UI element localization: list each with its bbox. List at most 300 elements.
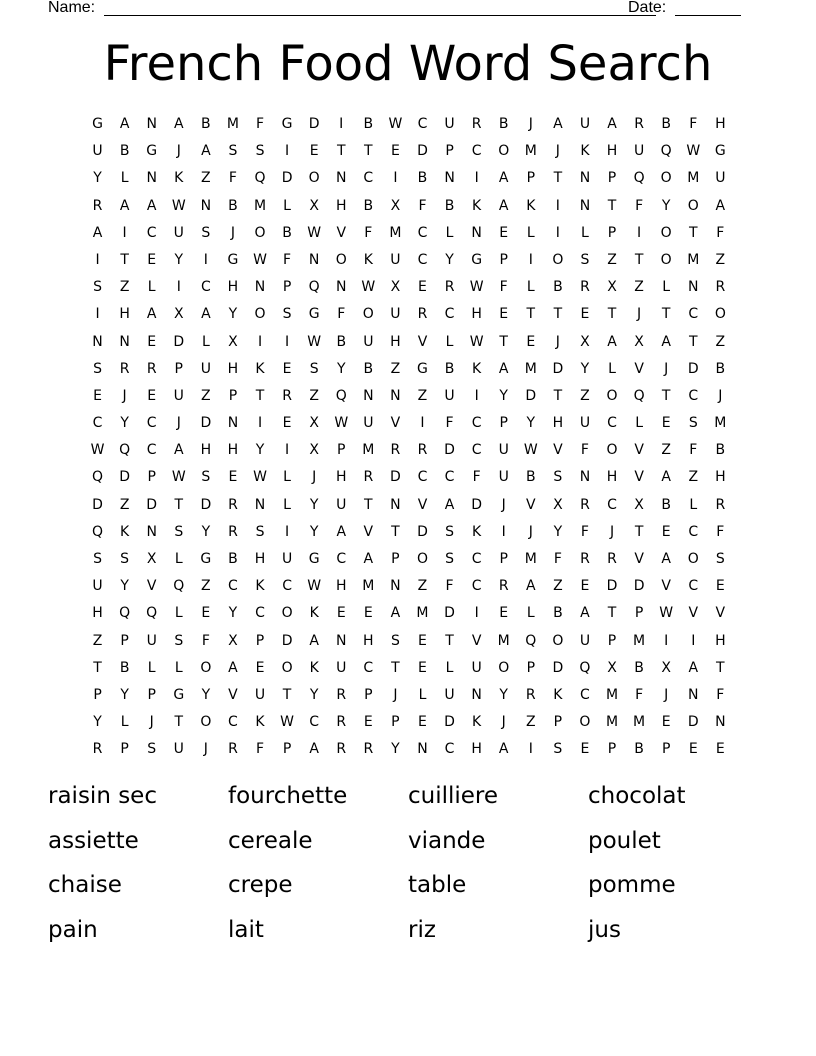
grid-letter: Q — [146, 605, 158, 622]
grid-letter: A — [661, 551, 671, 567]
grid-row — [84, 600, 734, 627]
grid-letter: C — [471, 578, 482, 595]
grid-letter: I — [285, 523, 290, 540]
grid-letter: V — [146, 578, 157, 595]
word-list-item: chocolat — [588, 783, 686, 809]
word-list-item: pomme — [588, 872, 676, 898]
grid-letter: C — [417, 469, 428, 486]
grid-letter: J — [718, 387, 723, 404]
grid-letter: J — [609, 523, 615, 540]
grid-letter: K — [553, 686, 563, 703]
grid-letter: T — [661, 306, 671, 323]
grid-letter: X — [173, 306, 184, 323]
grid-letter: A — [498, 360, 509, 377]
grid-letter: V — [634, 551, 644, 567]
grid-letter: C — [417, 116, 428, 132]
grid-letter: J — [555, 333, 560, 350]
grid-letter: H — [390, 333, 401, 350]
grid-letter: J — [312, 469, 317, 486]
grid-letter: I — [691, 632, 696, 649]
grid-letter: N — [444, 170, 455, 187]
grid-letter: F — [445, 415, 454, 432]
grid-letter: L — [526, 605, 535, 622]
grid-letter: B — [417, 170, 428, 187]
grid-letter: P — [282, 279, 292, 296]
grid-letter: O — [498, 659, 510, 676]
grid-letter: M — [497, 632, 510, 649]
grid-letter: I — [474, 170, 479, 187]
grid-letter: T — [716, 659, 725, 676]
grid-row — [84, 437, 734, 464]
grid-letter: X — [634, 496, 644, 513]
grid-letter: T — [391, 659, 400, 676]
grid-letter: J — [203, 741, 208, 758]
grid-letter: N — [119, 333, 130, 350]
grid-letter: H — [363, 632, 374, 649]
grid-letter: Y — [309, 523, 319, 540]
grid-letter: X — [607, 279, 617, 296]
grid-letter: J — [528, 116, 533, 132]
grid-letter: B — [525, 469, 536, 486]
grid-letter: R — [336, 714, 347, 731]
grid-letter: P — [499, 251, 508, 268]
grid-letter: K — [526, 197, 536, 214]
grid-letter: T — [553, 170, 563, 187]
grid-letter: O — [200, 714, 212, 731]
grid-letter: P — [607, 224, 617, 241]
grid-letter: S — [93, 360, 102, 377]
grid-letter: H — [335, 469, 347, 486]
grid-row — [84, 220, 734, 247]
grid-letter: Y — [120, 686, 129, 703]
grid-letter: K — [255, 578, 265, 595]
grid-letter: W — [171, 197, 186, 214]
grid-letter: O — [660, 170, 672, 187]
grid-letter: B — [119, 143, 130, 160]
grid-letter: A — [228, 659, 238, 676]
grid-letter: N — [336, 632, 347, 649]
word-list-item: chaise — [48, 872, 122, 898]
grid-letter: C — [146, 415, 157, 432]
grid-letter: P — [282, 741, 292, 758]
grid-letter: I — [285, 442, 290, 459]
grid-letter: S — [174, 523, 184, 540]
grid-letter: E — [661, 523, 671, 540]
grid-letter: P — [553, 714, 563, 731]
grid-letter: X — [580, 333, 590, 350]
grid-letter: R — [634, 116, 644, 132]
grid-letter: K — [255, 360, 265, 377]
grid-letter: P — [391, 714, 400, 731]
name-blank-line[interactable] — [104, 15, 656, 16]
grid-letter: G — [146, 143, 158, 160]
grid-letter: R — [580, 551, 590, 567]
grid-letter: A — [444, 496, 455, 513]
grid-letter: X — [309, 415, 319, 432]
grid-letter: U — [363, 333, 374, 350]
grid-letter: N — [471, 686, 482, 703]
grid-letter: C — [471, 143, 482, 160]
grid-letter: M — [524, 143, 537, 160]
grid-row — [84, 329, 734, 356]
grid-letter: R — [363, 469, 374, 486]
grid-letter: R — [607, 551, 617, 567]
grid-letter: L — [418, 686, 427, 703]
grid-letter: Y — [391, 741, 400, 758]
grid-letter: O — [660, 224, 672, 241]
grid-letter: V — [553, 442, 563, 459]
grid-letter: Z — [580, 387, 590, 404]
grid-letter: U — [281, 551, 293, 567]
grid-letter: A — [173, 442, 184, 459]
grid-letter: C — [146, 442, 157, 459]
grid-letter: L — [174, 605, 183, 622]
grid-letter: B — [228, 197, 238, 214]
grid-letter: S — [255, 143, 265, 160]
grid-letter: M — [389, 224, 402, 241]
grid-letter: S — [445, 523, 454, 540]
grid-letter: P — [634, 605, 644, 622]
grid-letter: I — [474, 605, 479, 622]
grid-letter: F — [716, 523, 725, 540]
grid-letter: G — [714, 143, 726, 160]
grid-letter: D — [471, 496, 483, 513]
grid-letter: X — [309, 197, 319, 214]
grid-letter: P — [661, 741, 671, 758]
grid-letter: E — [580, 578, 590, 595]
grid-letter: E — [499, 306, 509, 323]
grid-letter: R — [92, 741, 103, 758]
grid-letter: S — [228, 143, 238, 160]
grid-letter: T — [607, 306, 617, 323]
word-list-item: lait — [228, 916, 264, 943]
grid-letter: C — [228, 714, 238, 731]
grid-letter: P — [120, 741, 129, 758]
grid-letter: L — [120, 170, 129, 187]
grid-letter: N — [579, 197, 591, 214]
grid-letter: C — [255, 605, 265, 622]
grid-letter: F — [472, 469, 481, 486]
grid-letter: O — [498, 143, 510, 160]
grid-letter: Q — [119, 442, 131, 459]
grid-letter: N — [579, 469, 591, 486]
grid-letter: O — [281, 659, 293, 676]
grid-letter: Q — [525, 632, 537, 649]
grid-letter: V — [390, 415, 401, 432]
grid-letter: A — [201, 143, 211, 160]
grid-letter: I — [176, 279, 181, 296]
grid-letter: J — [528, 523, 533, 540]
grid-letter: I — [393, 170, 398, 187]
grid-letter: I — [95, 306, 100, 323]
grid-letter: H — [715, 469, 726, 486]
page-title: French Food Word Search — [103, 36, 713, 92]
grid-letter: O — [308, 170, 320, 187]
grid-letter: Y — [553, 523, 563, 540]
grid-letter: V — [228, 686, 238, 703]
grid-letter: E — [363, 714, 373, 731]
date-blank-line[interactable] — [675, 15, 741, 16]
grid-letter: M — [687, 251, 700, 268]
grid-letter: C — [688, 578, 699, 595]
grid-letter: K — [174, 170, 184, 187]
grid-letter: L — [120, 714, 129, 731]
grid-letter: Y — [309, 686, 319, 703]
grid-row — [84, 410, 734, 437]
grid-letter: X — [661, 659, 671, 676]
grid-letter: S — [93, 551, 102, 567]
grid-letter: N — [146, 170, 157, 187]
grid-letter: F — [418, 197, 427, 214]
grid-letter: R — [336, 741, 347, 758]
grid-letter: S — [120, 551, 130, 567]
grid-letter: Z — [201, 578, 211, 595]
grid-letter: Q — [633, 387, 645, 404]
grid-letter: I — [285, 143, 290, 160]
grid-letter: O — [552, 632, 564, 649]
grid-row — [84, 138, 734, 165]
grid-letter: E — [228, 469, 238, 486]
grid-letter: Y — [93, 714, 102, 731]
grid-letter: G — [308, 551, 320, 567]
grid-letter: B — [661, 496, 671, 513]
grid-letter: R — [715, 279, 726, 296]
grid-letter: N — [471, 224, 482, 241]
grid-letter: N — [363, 387, 374, 404]
grid-letter: Y — [336, 360, 346, 377]
grid-letter: K — [255, 714, 265, 731]
word-list-item: fourchette — [228, 783, 348, 809]
grid-letter: B — [119, 659, 130, 676]
grid-letter: D — [308, 116, 320, 132]
grid-letter: Y — [499, 686, 508, 703]
grid-letter: N — [146, 116, 157, 132]
grid-letter: R — [228, 741, 238, 758]
grid-letter: P — [607, 170, 617, 187]
grid-letter: A — [661, 469, 671, 486]
grid-letter: B — [282, 224, 292, 241]
grid-letter: X — [634, 333, 644, 350]
grid-letter: Z — [688, 469, 699, 486]
grid-letter: T — [391, 523, 400, 540]
grid-letter: H — [92, 605, 103, 622]
grid-letter: R — [228, 523, 238, 540]
grid-letter: F — [689, 116, 698, 132]
grid-letter: C — [363, 659, 374, 676]
grid-letter: C — [607, 496, 617, 513]
grid-letter: L — [201, 333, 210, 350]
grid-letter: R — [390, 442, 401, 459]
grid-letter: M — [687, 170, 700, 187]
grid-letter: A — [309, 741, 319, 758]
grid-row — [84, 383, 734, 410]
grid-letter: F — [689, 442, 698, 459]
grid-letter: I — [528, 251, 533, 268]
grid-letter: T — [634, 523, 644, 540]
grid-letter: Z — [417, 387, 428, 404]
grid-letter: P — [120, 632, 129, 649]
grid-letter: C — [471, 551, 482, 567]
grid-letter: D — [444, 442, 455, 459]
grid-letter: N — [254, 279, 266, 296]
grid-letter: B — [363, 116, 374, 132]
grid-letter: L — [526, 279, 535, 296]
grid-letter: N — [688, 279, 699, 296]
grid-letter: R — [92, 197, 103, 214]
grid-letter: Z — [119, 279, 130, 296]
grid-letter: E — [363, 605, 373, 622]
grid-letter: V — [336, 224, 347, 241]
grid-letter: J — [176, 143, 181, 160]
grid-row — [84, 573, 734, 600]
grid-letter: C — [417, 251, 428, 268]
grid-letter: Z — [201, 170, 211, 187]
grid-letter: N — [688, 686, 699, 703]
grid-letter: B — [553, 279, 563, 296]
grid-letter: P — [526, 659, 536, 676]
grid-letter: L — [147, 659, 156, 676]
grid-letter: P — [364, 686, 373, 703]
grid-letter: I — [555, 197, 560, 214]
grid-letter: A — [553, 116, 563, 132]
grid-letter: E — [661, 714, 671, 731]
grid-letter: H — [471, 306, 482, 323]
grid-letter: H — [254, 551, 266, 567]
name-label: Name: — [48, 0, 96, 16]
grid-letter: O — [416, 551, 428, 567]
word-list — [48, 776, 768, 954]
word-list-item: assiette — [48, 827, 139, 854]
grid-letter: M — [253, 197, 267, 214]
grid-letter: L — [445, 659, 454, 676]
grid-letter: X — [309, 442, 319, 459]
word-list-item: poulet — [588, 827, 661, 854]
grid-letter: Z — [661, 442, 671, 459]
grid-letter: U — [254, 686, 266, 703]
grid-letter: S — [580, 251, 590, 268]
grid-letter: K — [472, 197, 482, 214]
grid-letter: E — [661, 415, 671, 432]
grid-letter: I — [257, 333, 263, 350]
grid-letter: T — [120, 251, 129, 268]
grid-letter: T — [526, 306, 536, 323]
grid-letter: K — [120, 523, 130, 540]
grid-letter: D — [417, 143, 428, 160]
grid-letter: P — [337, 442, 346, 459]
word-list-item: raisin sec — [48, 783, 157, 809]
grid-row — [84, 464, 734, 491]
date-label: Date: — [628, 0, 667, 16]
grid-letter: H — [227, 442, 239, 459]
grid-letter: C — [336, 551, 347, 567]
grid-letter: V — [634, 442, 644, 459]
grid-letter: M — [226, 116, 239, 132]
grid-letter: S — [309, 360, 319, 377]
grid-letter: Z — [607, 251, 617, 268]
grid-letter: I — [95, 251, 100, 268]
grid-letter: X — [146, 551, 157, 567]
grid-row — [84, 682, 734, 709]
grid-letter: H — [715, 116, 726, 132]
grid-letter: D — [444, 605, 455, 622]
grid-letter: B — [715, 360, 726, 377]
grid-letter: F — [228, 170, 237, 187]
grid-row — [84, 111, 734, 138]
grid-letter: P — [174, 360, 183, 377]
grid-letter: O — [254, 306, 266, 323]
grid-letter: G — [471, 251, 483, 268]
grid-letter: L — [283, 197, 291, 214]
header-line — [48, 0, 748, 20]
grid-letter: D — [200, 415, 212, 432]
grid-letter: A — [661, 333, 671, 350]
grid-letter: C — [444, 306, 455, 323]
grid-letter: K — [472, 360, 482, 377]
grid-letter: G — [92, 116, 103, 132]
grid-letter: Z — [634, 279, 644, 296]
grid-letter: I — [637, 224, 642, 241]
grid-letter: F — [580, 523, 589, 540]
grid-letter: X — [390, 279, 401, 296]
grid-letter: K — [363, 251, 373, 268]
grid-letter: D — [687, 714, 699, 731]
grid-letter: L — [283, 496, 291, 513]
grid-letter: R — [580, 496, 590, 513]
grid-letter: L — [174, 659, 183, 676]
grid-letter: M — [362, 578, 375, 595]
grid-letter: K — [309, 605, 319, 622]
grid-letter: Y — [499, 387, 508, 404]
grid-letter: P — [607, 741, 617, 758]
grid-letter: E — [336, 605, 346, 622]
grid-letter: J — [501, 714, 506, 731]
grid-letter: C — [146, 224, 157, 241]
grid-letter: E — [147, 333, 157, 350]
grid-letter: C — [200, 279, 211, 296]
grid-letter: D — [173, 333, 185, 350]
grid-letter: F — [364, 224, 373, 241]
grid-letter: A — [201, 306, 211, 323]
grid-letter: T — [553, 387, 563, 404]
grid-letter: D — [417, 523, 428, 540]
grid-letter: J — [664, 360, 669, 377]
grid-letter: P — [499, 551, 508, 567]
grid-letter: U — [444, 686, 455, 703]
grid-letter: Z — [92, 632, 103, 649]
grid-letter: D — [92, 496, 103, 513]
grid-letter: A — [688, 659, 699, 676]
grid-letter: Y — [120, 578, 129, 595]
grid-letter: D — [633, 578, 645, 595]
grid-letter: K — [309, 659, 319, 676]
grid-letter: M — [633, 714, 646, 731]
grid-letter: O — [687, 197, 699, 214]
grid-letter: P — [93, 686, 102, 703]
grid-letter: F — [255, 741, 265, 758]
grid-letter: O — [335, 251, 347, 268]
grid-letter: N — [390, 387, 401, 404]
grid-letter: U — [579, 415, 591, 432]
grid-letter: W — [659, 605, 674, 622]
grid-letter: Q — [633, 170, 645, 187]
grid-letter: U — [444, 387, 455, 404]
grid-letter: L — [581, 224, 589, 241]
grid-letter: E — [255, 659, 265, 676]
grid-letter: F — [716, 686, 725, 703]
grid-letter: A — [92, 224, 103, 241]
word-list-item: pain — [48, 916, 98, 943]
grid-row — [84, 546, 734, 573]
